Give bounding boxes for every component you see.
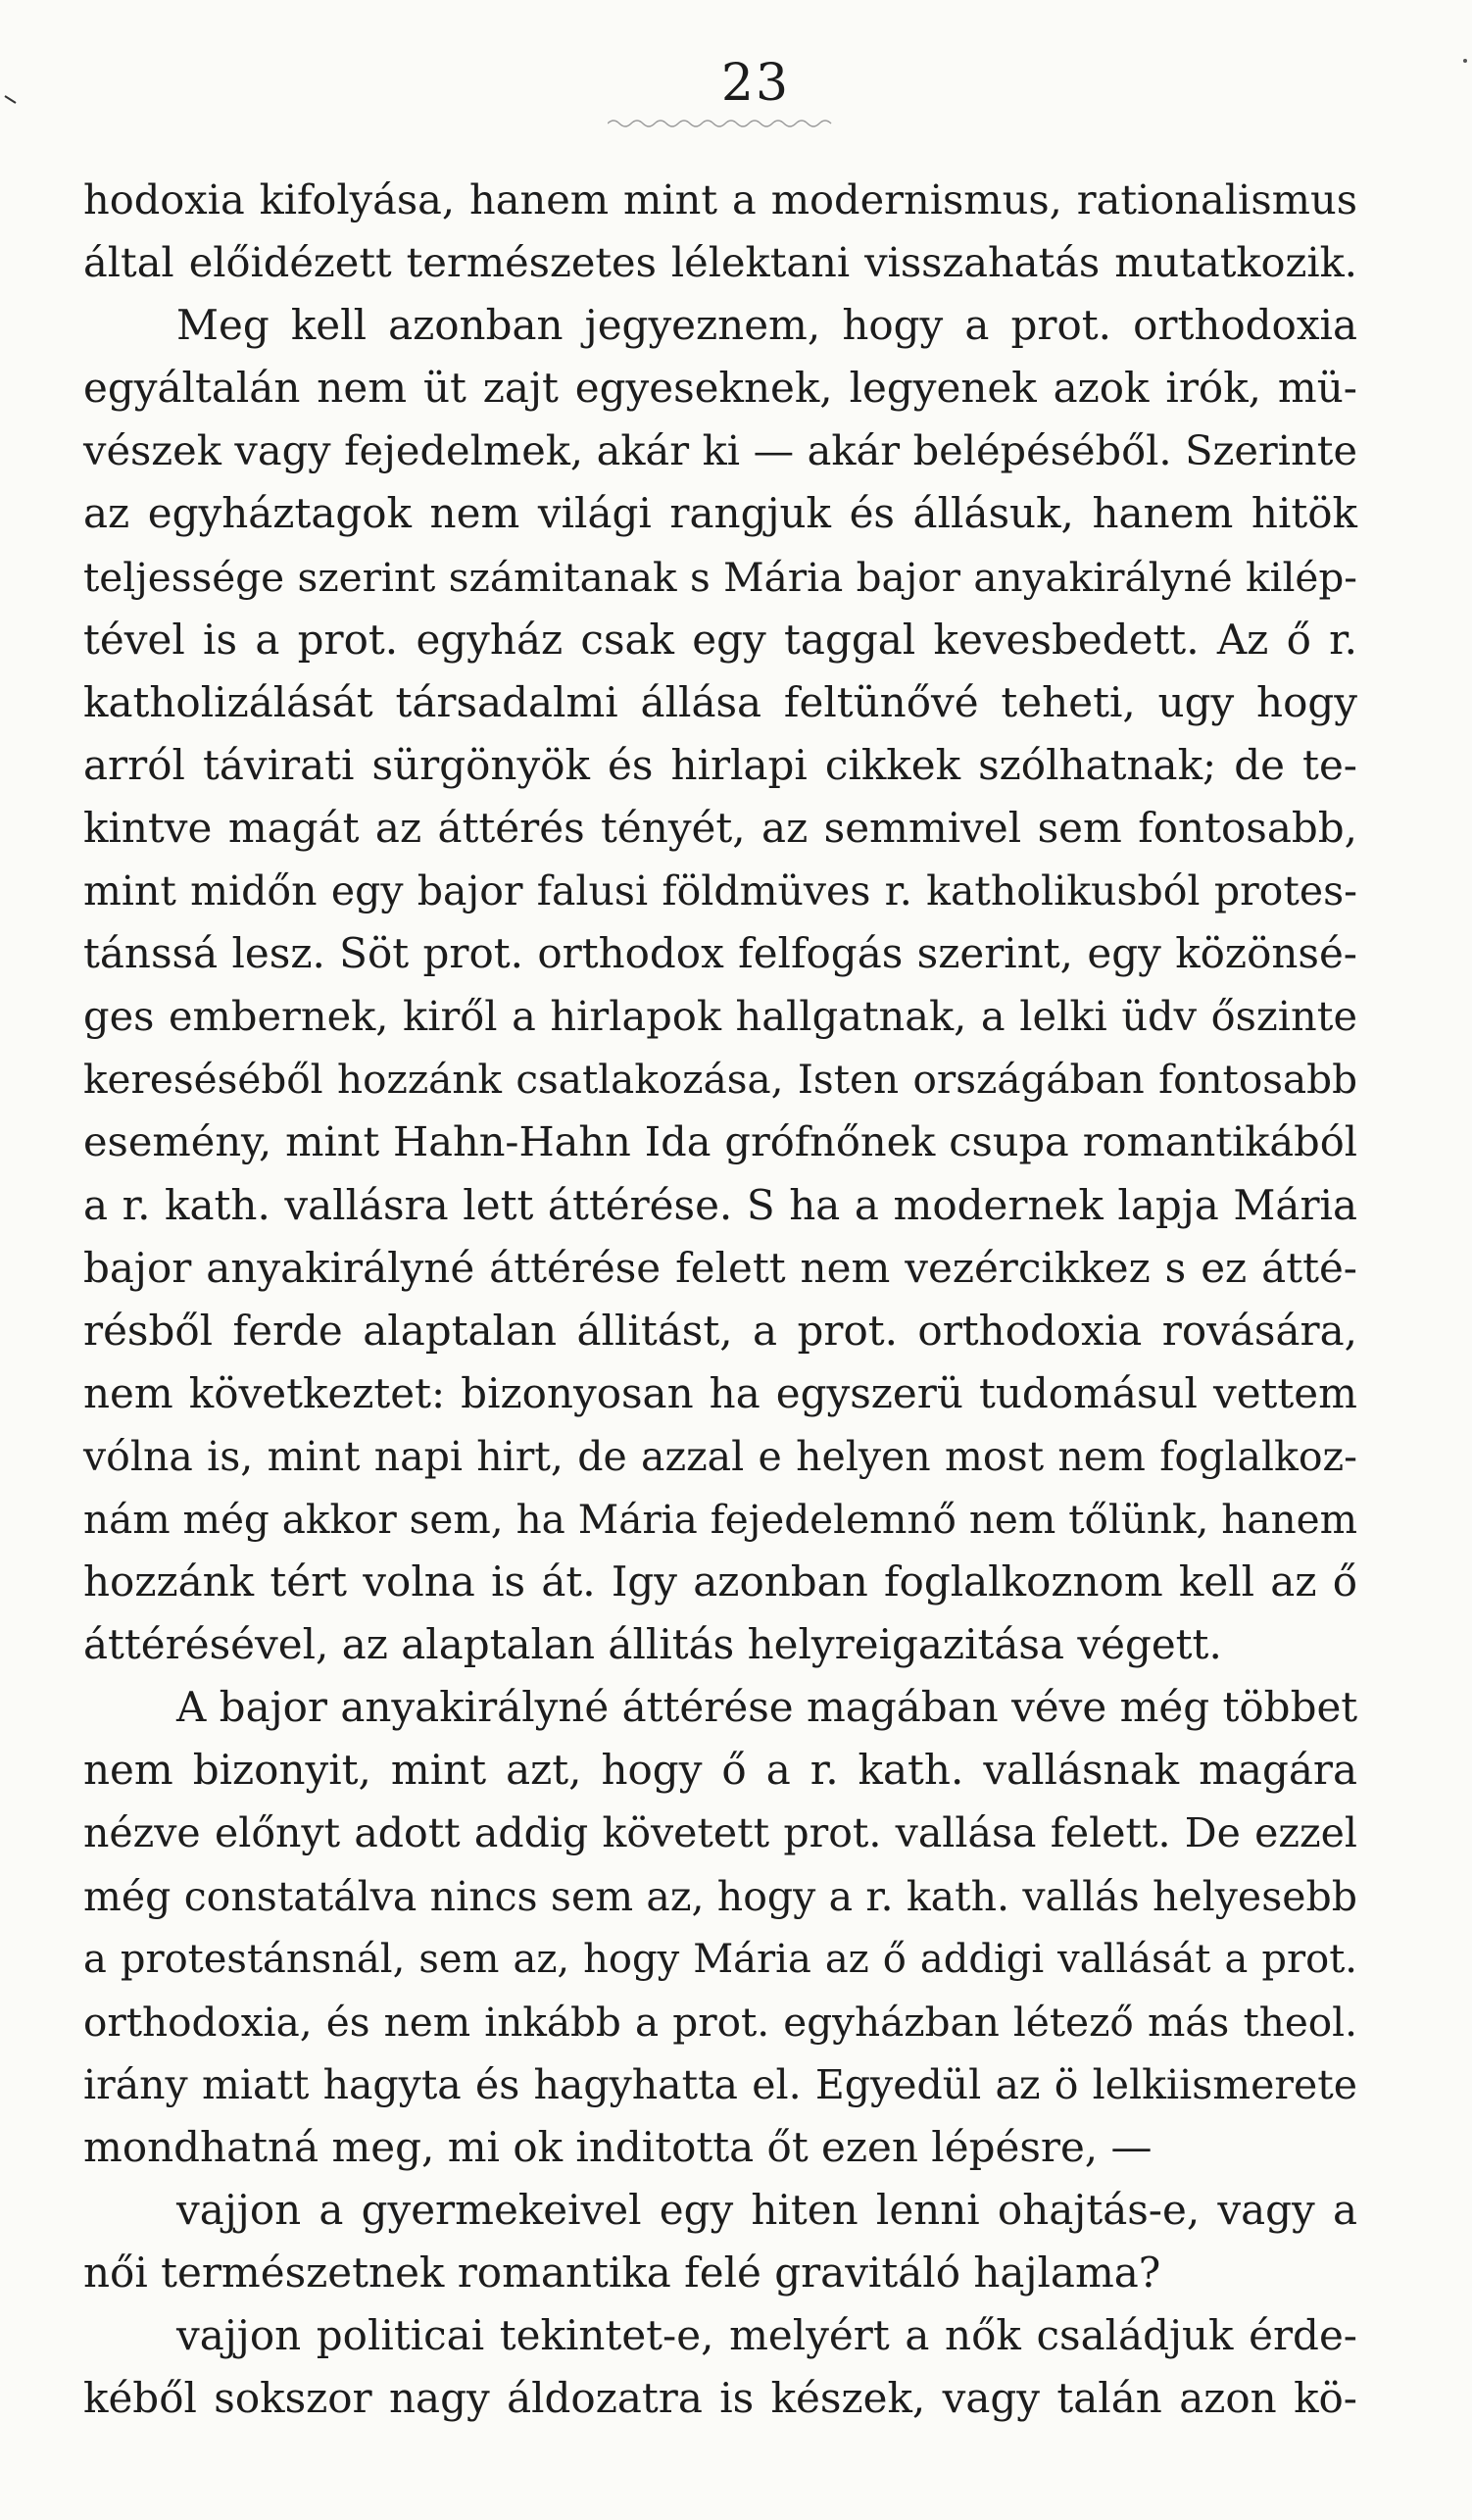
text-line: nám még akkor sem, ha Mária fejedelemnő nem tőlünk, hanem (83, 1495, 1357, 1543)
text-line: a r. kath. vallásra lett áttérése. S ha a modernek lapja Mária (83, 1180, 1357, 1229)
text-line: tánssá lesz. Söt prot. orthodox felfogás szerint, egy közönsé- (83, 929, 1357, 978)
text-line: nem következtet: bizonyosan ha egyszerü tudomásul vettem (83, 1368, 1357, 1417)
text-line: hozzánk tért volna is át. Igy azonban foglalkoznom kell az ő (83, 1557, 1357, 1606)
text-line: az egyháztagok nem világi rangjuk és állásuk, hanem hitök (83, 489, 1357, 538)
text-line: orthodoxia, és nem inkább a prot. egyházban létező más theol. (83, 1998, 1357, 2046)
text-line: résből ferde alaptalan állitást, a prot. orthodoxia rovására, (83, 1306, 1357, 1355)
text-line: irány miatt hagyta és hagyhatta el. Egyedül az ö lelkiismerete (83, 2060, 1357, 2108)
text-line: vólna is, mint napi hirt, de azzal e helyen most nem foglalkoz- (83, 1432, 1357, 1480)
text-line: egyáltalán nem üt zajt egyeseknek, legyenek azok irók, mü- (83, 364, 1357, 413)
text-line: kintve magát az áttérés tényét, az semmivel sem fontosabb, (83, 803, 1357, 852)
text-line: vajjon politicai tekintet-e, melyért a nők családjuk érde- (176, 2311, 1357, 2360)
text-line: teljessége szerint számitanak s Mária bajor anyakirályné kilép- (83, 553, 1357, 601)
text-line: tével is a prot. egyház csak egy taggal kevesbedett. Az ő r. (83, 615, 1357, 664)
text-line: áttérésével, az alaptalan állitás helyreigazitása végett. (83, 1620, 1222, 1669)
text-line: a protestánsnál, sem az, hogy Mária az ő addigi vallását a prot. (83, 1936, 1357, 1982)
text-line: ges embernek, kiről a hirlapok hallgatnak, a lelki üdv őszinte (83, 992, 1357, 1041)
text-line: kéből sokszor nagy áldozatra is készek, vagy talán azon kö- (83, 2374, 1357, 2423)
text-line: vészek vagy fejedelmek, akár ki — akár belépéséből. Szerinte (83, 426, 1357, 475)
text-line: még constatálva nincs sem az, hogy a r. kath. vallás helyesebb (83, 1872, 1357, 1920)
text-line: mondhatná meg, mi ok inditotta őt ezen lépésre, — (83, 2122, 1153, 2171)
text-line: katholizálását társadalmi állása feltünővé teheti, ugy hogy (83, 677, 1357, 726)
text-line: A bajor anyakirályné áttérése magában véve még többet (176, 1683, 1358, 1732)
text-line: vajjon a gyermekeivel egy hiten lenni ohajtás-e, vagy a (176, 2186, 1357, 2234)
text-line: kereséséből hozzánk csatlakozása, Isten országában fontosabb (83, 1056, 1357, 1104)
page-number: 23 (720, 54, 791, 113)
text-line: bajor anyakirályné áttérése felett nem vezércikkez s ez átté- (83, 1243, 1357, 1292)
text-line: hodoxia kifolyása, hanem mint a modernismus, rationalismus (83, 175, 1357, 223)
text-line: nézve előnyt adott addig követett prot. vallása felett. De ezzel (83, 1809, 1357, 1857)
text-line: mint midőn egy bajor falusi földmüves r. katholikusból protes- (83, 867, 1357, 915)
text-line: Meg kell azonban jegyeznem, hogy a prot. orthodoxia (176, 301, 1357, 350)
text-line: arról távirati sürgönyök és hirlapi cikkek szólhatnak; de te- (83, 740, 1357, 789)
text-line: női természetnek romantika felé gravitáló hajlama? (83, 2248, 1161, 2298)
text-line: nem bizonyit, mint azt, hogy ő a r. kath. vallásnak magára (83, 1746, 1357, 1795)
header-ornament-rule (608, 116, 833, 131)
text-line: által előidézett természetes lélektani visszahatás mutatkozik. (83, 238, 1357, 287)
body-text (83, 169, 1357, 2430)
text-line: esemény, mint Hahn-Hahn Ida grófnőnek csupa romantikából (83, 1117, 1357, 1166)
